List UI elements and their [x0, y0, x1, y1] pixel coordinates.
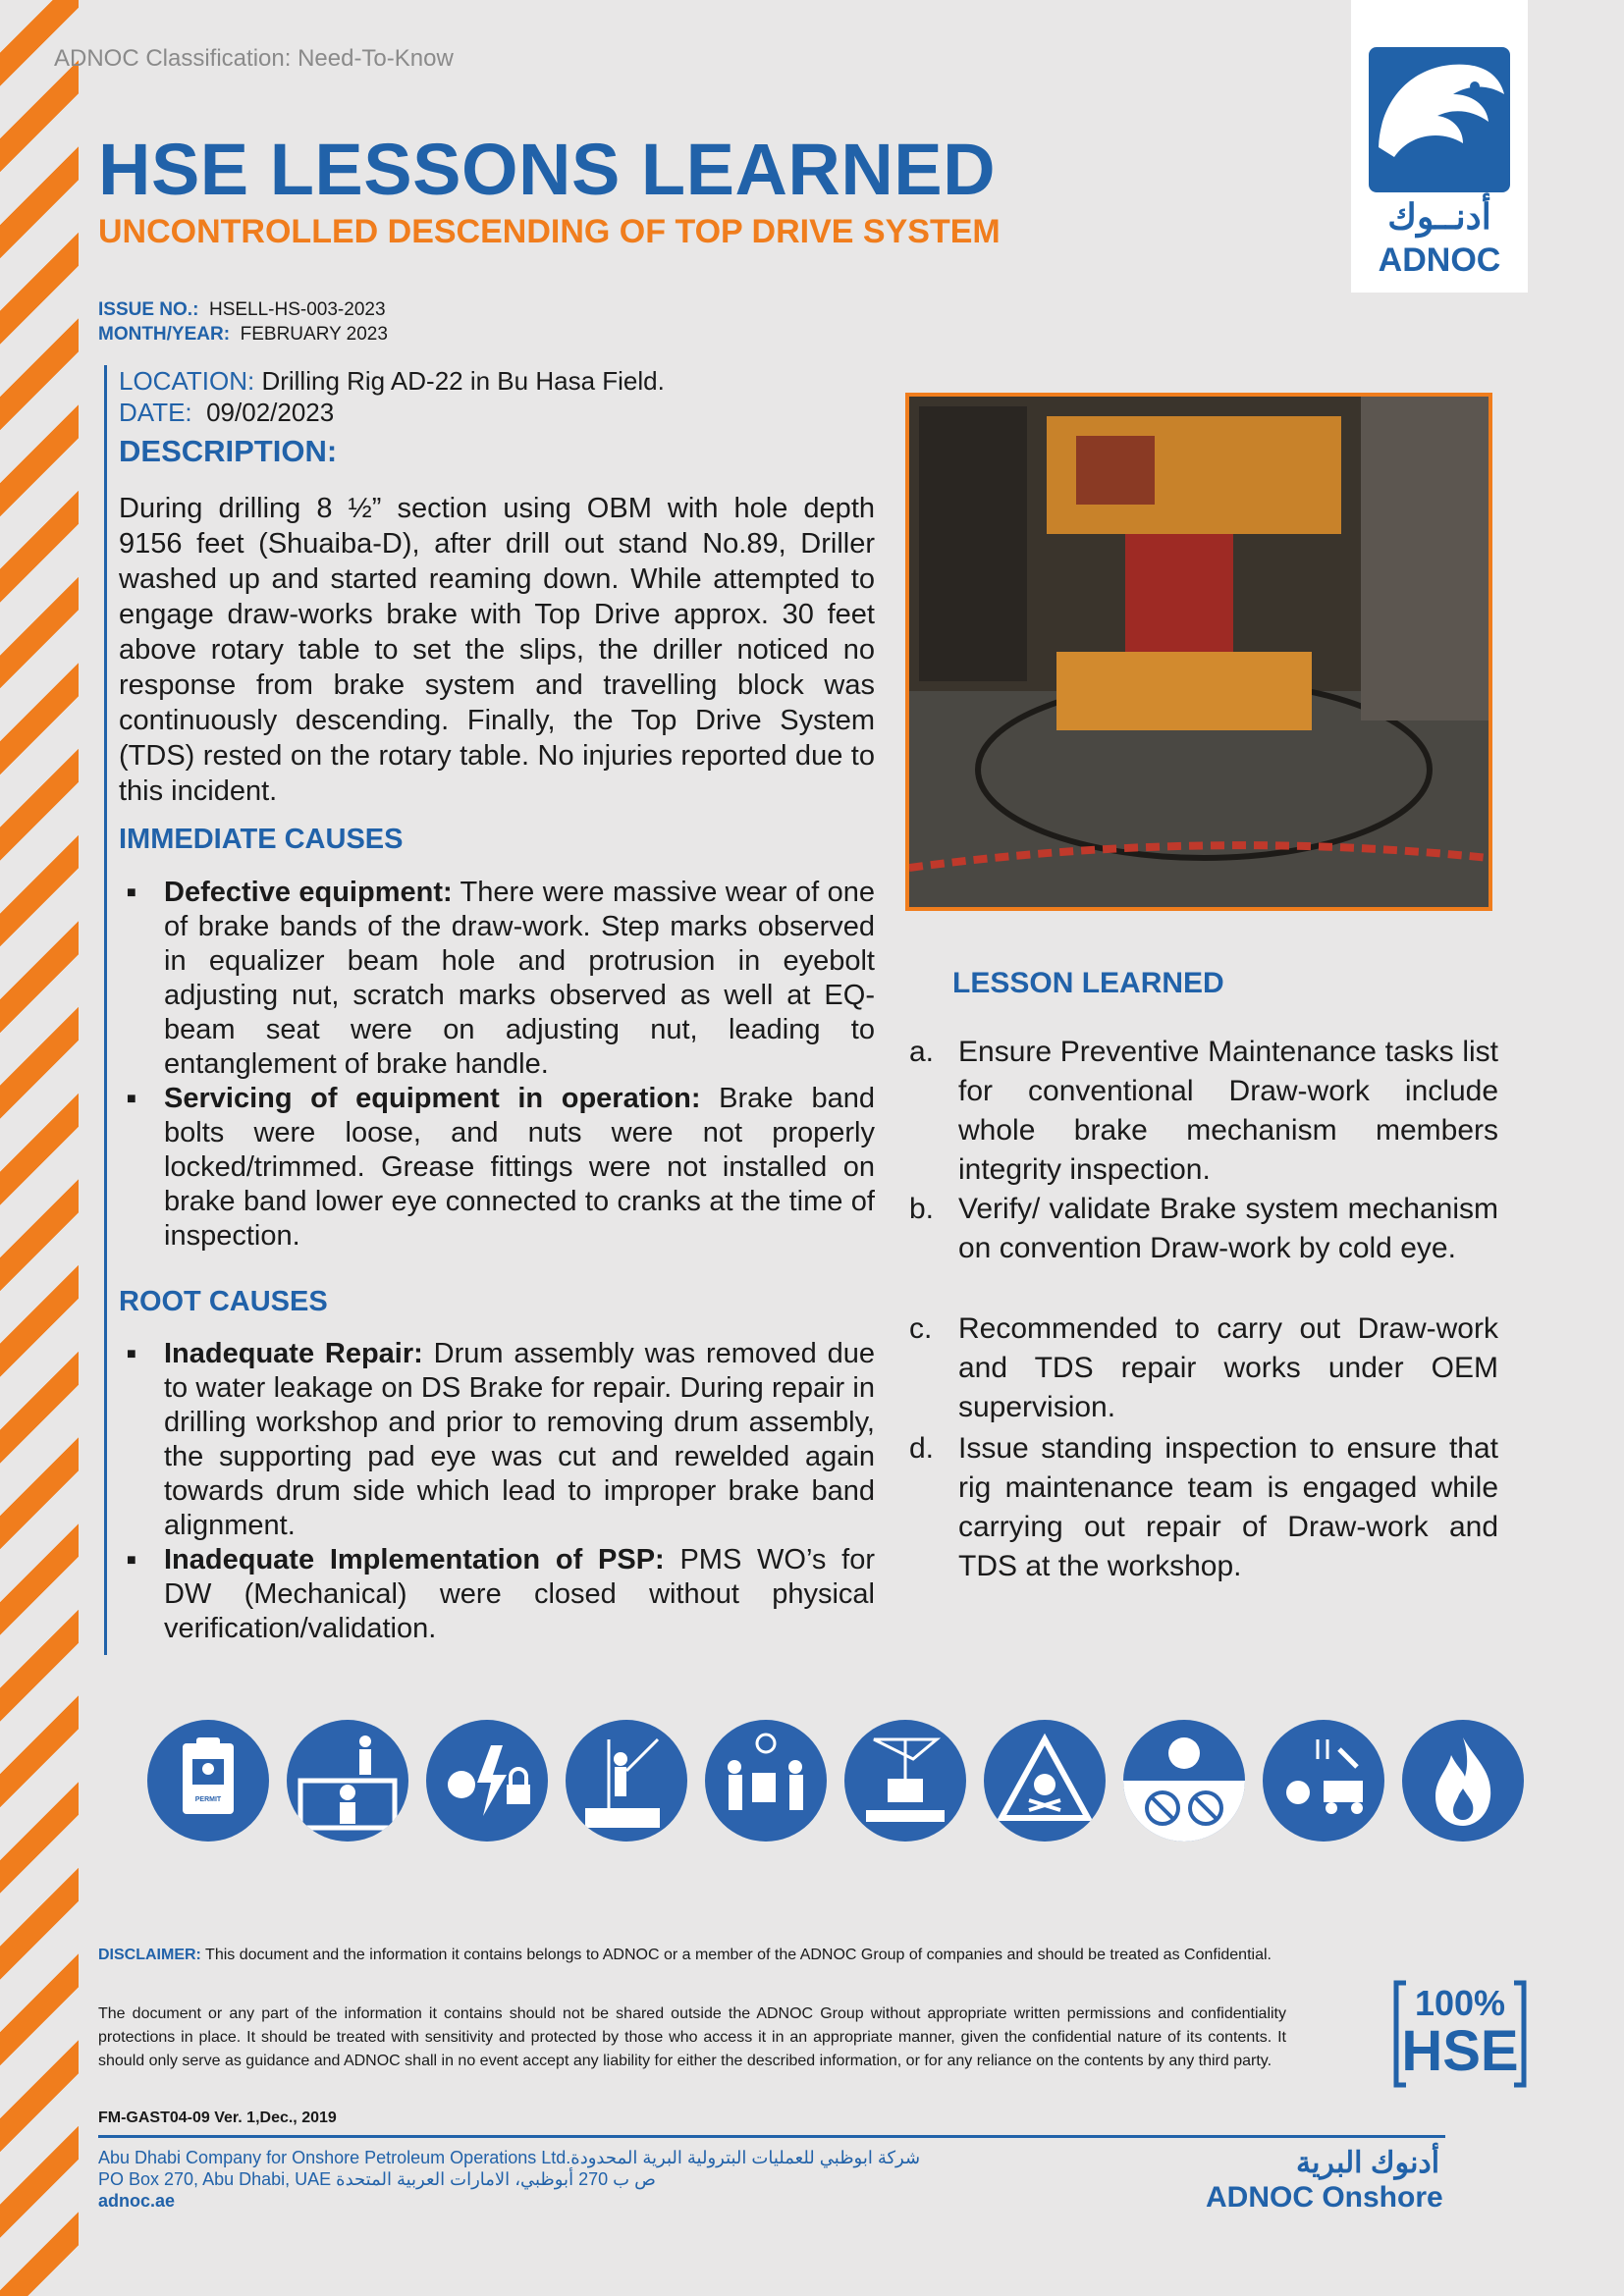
logo-latin: ADNOC	[1378, 241, 1501, 279]
fire-hazard-icon	[1402, 1720, 1524, 1842]
date-value: 09/02/2023	[206, 398, 335, 427]
work-permit-icon	[147, 1720, 269, 1842]
location-label: LOCATION:	[119, 366, 255, 396]
cause-text: There were massive wear of one of brake bands of the draw-work. Step marks observed in equalizer beam hole and protrusion in eyebolt adjusting nut, scratch marks observed as well at EQ-beam seat were on adjusting nut, leading to entanglement of brake handle.	[164, 877, 875, 1080]
root-causes-heading: ROOT CAUSES	[119, 1286, 328, 1317]
list-item	[909, 1309, 1498, 1427]
cause-title: Servicing of equipment in operation:	[164, 1083, 701, 1114]
disclaimer-paragraph-1	[98, 1944, 1286, 1967]
issue-label: ISSUE NO.:	[98, 299, 199, 320]
list-item	[119, 1543, 875, 1646]
month-year-label: MONTH/YEAR:	[98, 324, 231, 345]
list-item	[909, 1033, 1498, 1190]
hse-100-badge	[1392, 1979, 1528, 2089]
toxic-hazard-icon	[984, 1720, 1106, 1842]
page-title: HSE LESSONS LEARNED	[98, 129, 997, 210]
logo-arabic: أدنــوك	[1387, 196, 1491, 237]
root-cause-title: Inadequate Implementation of PSP:	[164, 1544, 665, 1575]
root-cause-text: Drum assembly was removed due to water leakage on DS Brake for repair. During repair in drilling workshop and prior to removing drum assembly, the supporting pad eye was cut and rewelded again towards drum side which lead to improper brake band alignment.	[164, 1338, 875, 1541]
no-phone-while-driving-icon	[1123, 1720, 1245, 1842]
lesson-marker: a.	[909, 1036, 935, 1068]
lesson-learned-heading: LESSON LEARNED	[952, 967, 1224, 999]
list-item	[119, 1082, 875, 1254]
management-of-change-icon	[705, 1720, 827, 1842]
footer-divider	[98, 2135, 1445, 2138]
bullet-square-icon: ■	[127, 1346, 136, 1362]
disclaimer-label: DISCLAIMER:	[98, 1947, 201, 1963]
incident-date	[119, 398, 334, 428]
rig-photo-illustration	[909, 397, 1489, 907]
list-item	[119, 876, 875, 1082]
footer-brand: ADNOC Onshore	[1206, 2181, 1443, 2214]
cause-title: Defective equipment:	[164, 877, 453, 908]
lesson-marker: d.	[909, 1432, 935, 1465]
disclaimer-text-1: This document and the information it contains belongs to ADNOC or a member of the ADNOC Group of companies and should be treated as Confidential.	[205, 1947, 1272, 1963]
list-item	[909, 1190, 1498, 1268]
month-year	[98, 324, 388, 346]
date-label: DATE:	[119, 398, 192, 427]
form-reference: FM-GAST04-09 Ver. 1,Dec., 2019	[98, 2109, 337, 2126]
footer-brand-arabic: أدنوك البرية	[1296, 2147, 1440, 2179]
footer-address: PO Box 270, Abu Dhabi, UAE ص ب 270 أبوظبي، الامارات العربية المتحدة	[98, 2169, 656, 2189]
permit-label: PERMIT	[194, 1796, 222, 1803]
confined-space-icon	[287, 1720, 408, 1842]
hse-badge-top: 100%	[1414, 1983, 1506, 2023]
lesson-text: Recommended to carry out Draw-work and TDS repair works under OEM supervision.	[958, 1312, 1498, 1423]
list-item	[119, 1337, 875, 1543]
classification-label: ADNOC Classification: Need-To-Know	[54, 45, 454, 72]
location-value: Drilling Rig AD-22 in Bu Hasa Field.	[261, 366, 665, 396]
lesson-marker: c.	[909, 1312, 933, 1345]
lifting-operations-icon	[844, 1720, 966, 1842]
cause-text: Brake band bolts were loose, and nuts were not properly locked/trimmed. Grease fittings were not installed on brake band lower eye connected to cranks at the time of inspection.	[164, 1083, 875, 1252]
bullet-square-icon: ■	[127, 1552, 136, 1569]
bullet-square-icon: ■	[127, 884, 136, 901]
root-cause-text: PMS WO’s for DW (Mechanical) were closed without physical verification/validation.	[164, 1544, 875, 1644]
location	[119, 366, 665, 397]
description-text: During drilling 8 ½” section using OBM with hole depth 9156 feet (Shuaiba-D), after drill out stand No.89, Driller washed up and started reaming down. While attempted to engage draw-works brake with Top Drive approx. 30 feet above rotary table to set the slips, the driller noticed no response from brake system and travelling block was continuously descending. Finally, the Top Drive System (TDS) rested on the rotary table. No injuries reported due to this incident.	[119, 493, 875, 807]
energy-isolation-icon	[426, 1720, 548, 1842]
list-item	[909, 1429, 1498, 1586]
hse-badge-bottom: HSE	[1401, 2019, 1519, 2083]
footer-website[interactable]: adnoc.ae	[98, 2191, 176, 2211]
lesson-text: Issue standing inspection to ensure that rig maintenance team is engaged while carrying out repair of Draw-work and TDS at the workshop.	[958, 1432, 1498, 1582]
life-saving-rules-icons	[147, 1720, 1542, 1847]
footer-company: Abu Dhabi Company for Onshore Petroleum Operations Ltd.شركة ابوظبي للعمليات البترولية البرية المحدودة	[98, 2148, 921, 2167]
bullet-square-icon: ■	[127, 1091, 136, 1107]
simultaneous-operations-icon	[1263, 1720, 1384, 1842]
page-subtitle: UNCONTROLLED DESCENDING OF TOP DRIVE SYSTEM	[98, 213, 1001, 250]
issue-value: HSELL-HS-003-2023	[208, 299, 386, 320]
lesson-marker: b.	[909, 1193, 935, 1225]
immediate-causes-heading: IMMEDIATE CAUSES	[119, 824, 404, 855]
issue-number	[98, 299, 386, 321]
adnoc-logo	[1351, 0, 1528, 293]
lesson-text: Ensure Preventive Maintenance tasks list for conventional Draw-work include whole brake mechanism members integrity inspection.	[958, 1036, 1498, 1186]
hazard-stripe-border	[0, 0, 79, 2296]
description-heading: DESCRIPTION:	[119, 434, 338, 468]
root-cause-title: Inadequate Repair:	[164, 1338, 423, 1369]
left-column	[104, 365, 873, 1655]
month-year-value: FEBRUARY 2023	[240, 324, 388, 345]
work-at-height-icon	[566, 1720, 687, 1842]
lesson-text: Verify/ validate Brake system mechanism on convention Draw-work by cold eye.	[958, 1193, 1498, 1264]
disclaimer-paragraph-2: The document or any part of the information it contains should not be shared outside the ADNOC Group without appropriate written permissions and confidentiality protections in place. It should be treated with sensitivity and protected by those who access it in an appropriate manner, given the confidential nature of its contents. It should only serve as guidance and ADNOC shall in no event accept any liability for either the described information, or for any reliance on the contents by any third party.	[98, 2005, 1286, 2069]
incident-photo	[905, 393, 1492, 911]
